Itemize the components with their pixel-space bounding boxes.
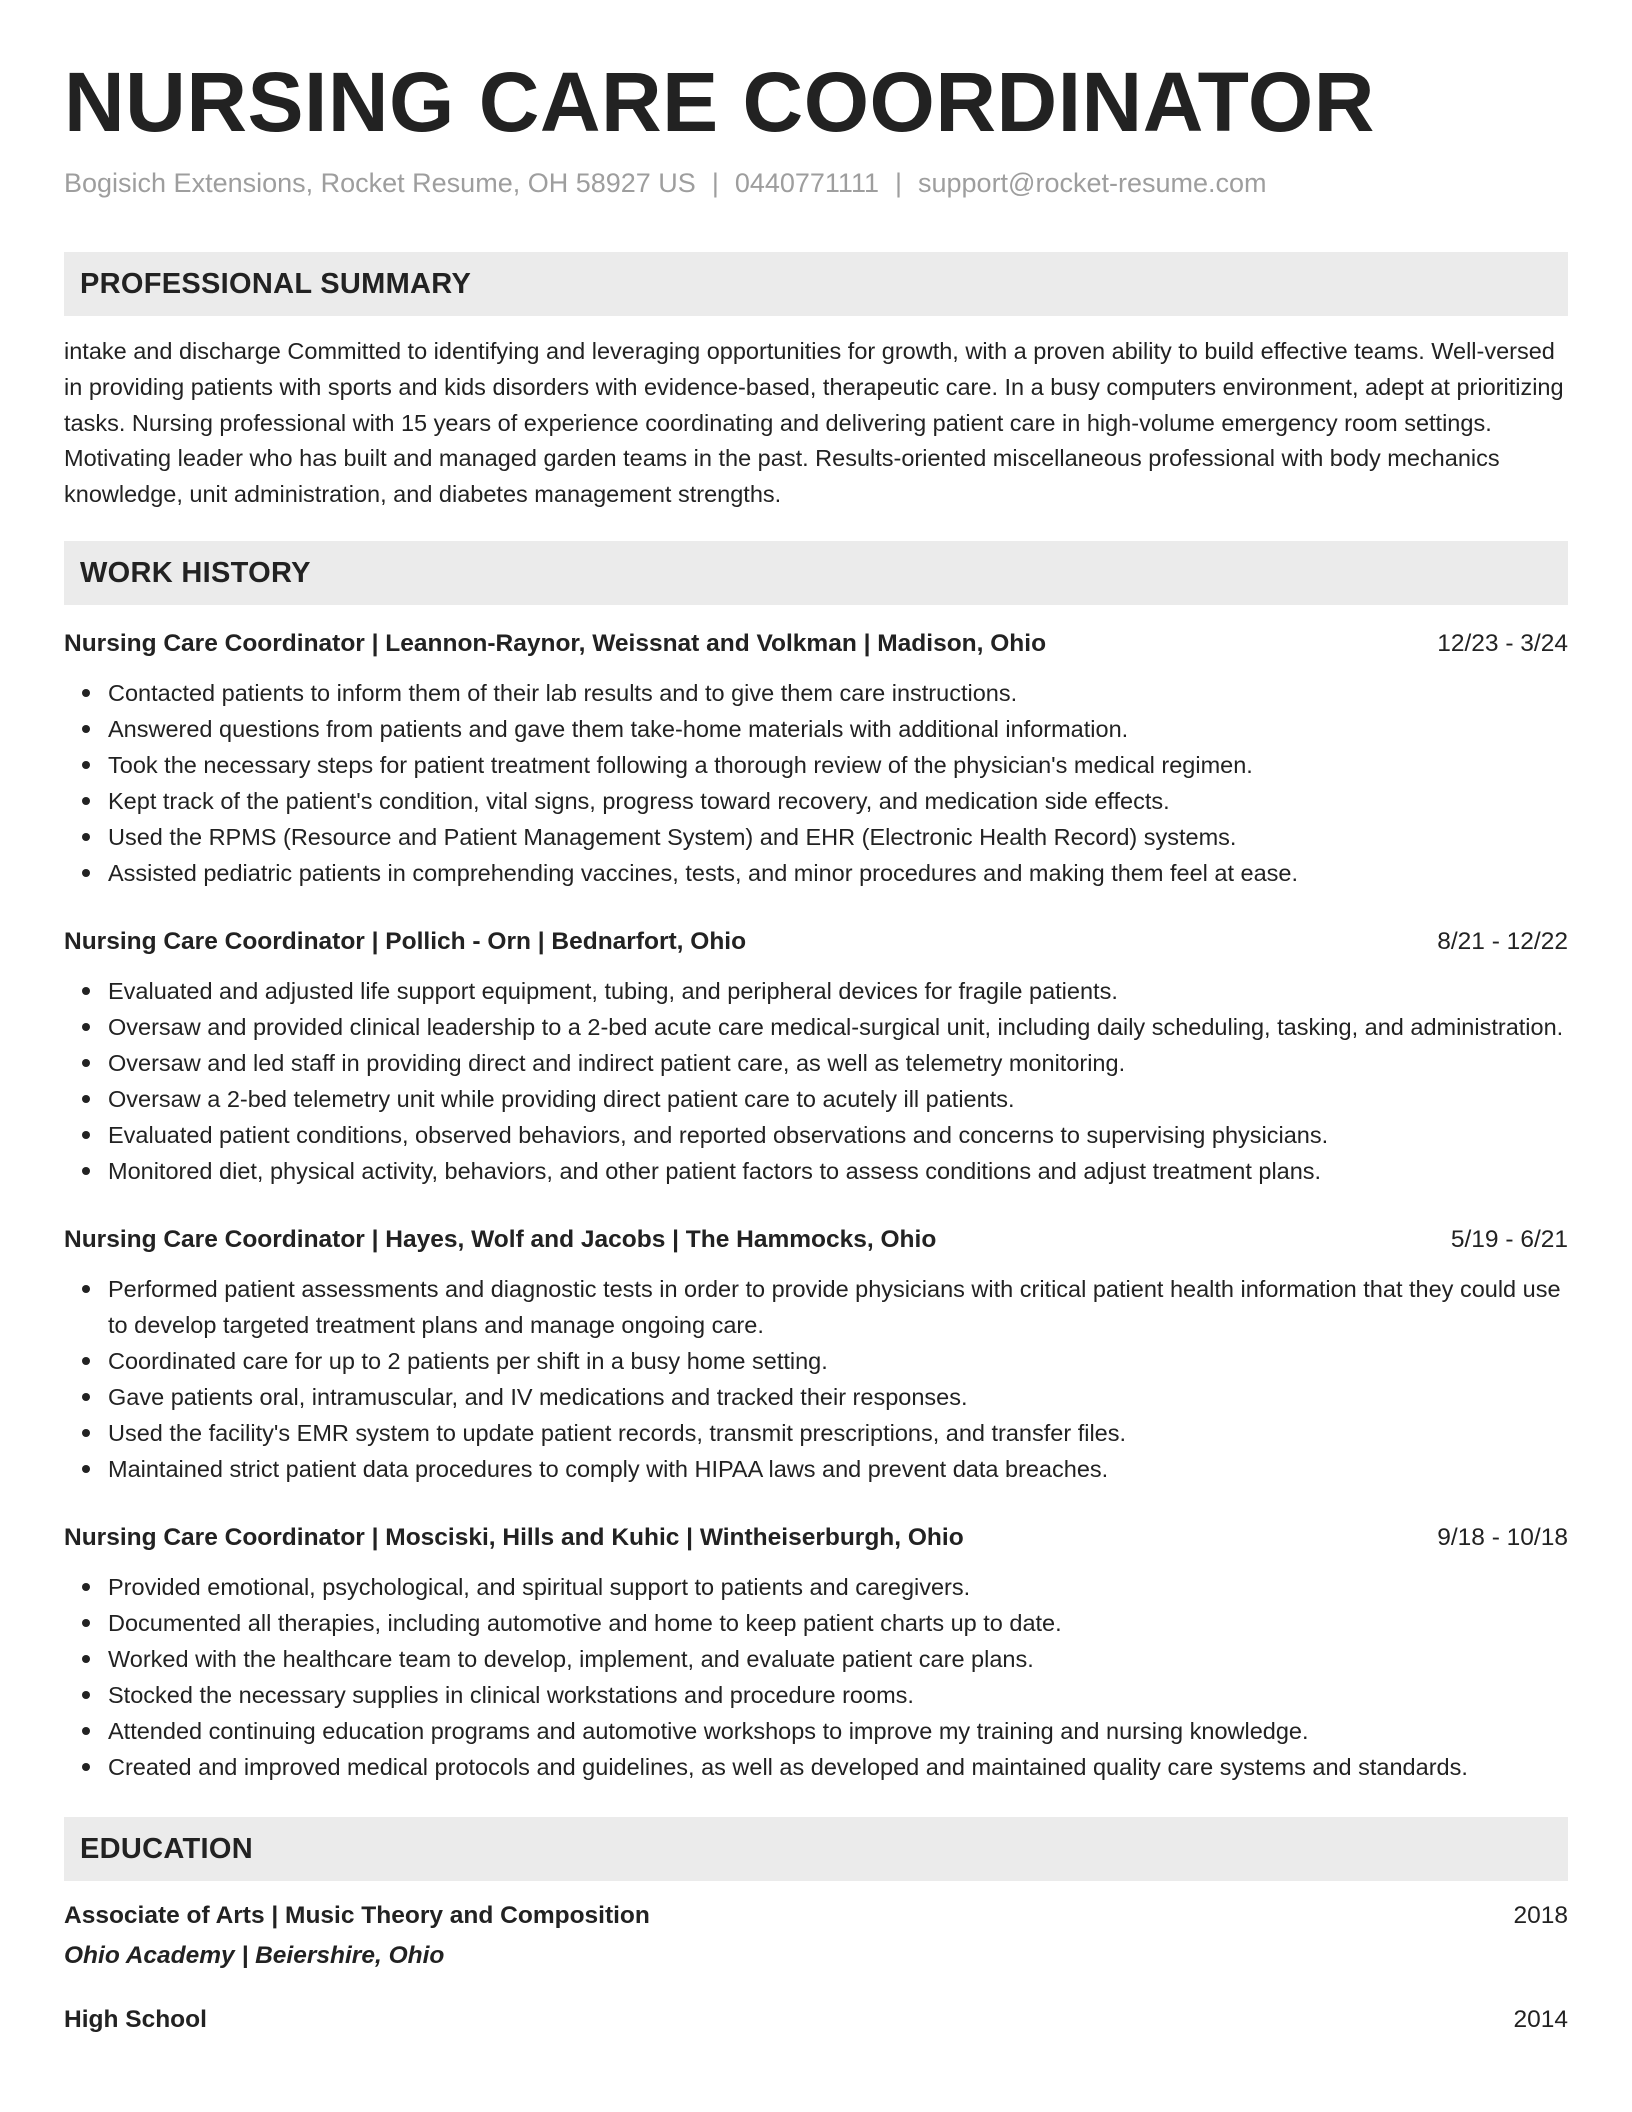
job-bullet: Oversaw a 2-bed telemetry unit while providing direct patient care to acutely ill patients. [108,1081,1568,1117]
job-bullet: Attended continuing education programs and automotive workshops to improve my training and nursing knowledge. [108,1713,1568,1749]
job-bullets [64,1569,1568,1785]
job-bullet: Assisted pediatric patients in comprehending vaccines, tests, and minor procedures and making them feel at ease. [108,855,1568,891]
job-bullet: Answered questions from patients and gave them take-home materials with additional information. [108,711,1568,747]
job-title: Nursing Care Coordinator | Leannon-Raynor, Weissnat and Volkman | Madison, Ohio [64,629,1047,657]
job-heading-row [64,1223,1568,1257]
education-degree: Associate of Arts | Music Theory and Composition [64,1901,650,1929]
job-title: Nursing Care Coordinator | Mosciski, Hills and Kuhic | Wintheiserburgh, Ohio [64,1523,964,1551]
education-heading-row [64,2003,1568,2037]
job-bullet: Oversaw and led staff in providing direct and indirect patient care, as well as telemetry monitoring. [108,1045,1568,1081]
job-dates: 8/21 - 12/22 [1437,927,1568,955]
job-bullet: Used the facility's EMR system to update patient records, transmit prescriptions, and transfer files. [108,1415,1568,1451]
job-heading-row [64,925,1568,959]
job-entry [64,1223,1568,1487]
job-heading-row [64,627,1568,661]
education-year: 2018 [1513,1901,1568,1929]
contact-phone: 0440771111 [734,168,879,198]
job-bullet: Oversaw and provided clinical leadership to a 2-bed acute care medical-surgical unit, including daily scheduling, tasking, and administration. [108,1009,1568,1045]
job-dates: 5/19 - 6/21 [1450,1225,1568,1253]
job-heading-row [64,1521,1568,1555]
education-entry [64,2003,1568,2037]
job-bullet: Evaluated and adjusted life support equipment, tubing, and peripheral devices for fragile patients. [108,973,1568,1009]
contact-address: Bogisich Extensions, Rocket Resume, OH 58927 US [64,168,696,198]
job-bullet: Performed patient assessments and diagnostic tests in order to provide physicians with critical patient health information that they could use to develop targeted treatment plans and manage ongoing care. [108,1271,1568,1343]
job-bullet: Worked with the healthcare team to develop, implement, and evaluate patient care plans. [108,1641,1568,1677]
education-degree: High School [64,2005,207,2033]
job-bullet: Stocked the necessary supplies in clinical workstations and procedure rooms. [108,1677,1568,1713]
job-bullet: Evaluated patient conditions, observed behaviors, and reported observations and concerns to supervising physicians. [108,1117,1568,1153]
job-entry [64,1521,1568,1785]
contact-email: support@rocket-resume.com [918,168,1267,198]
job-dates: 9/18 - 10/18 [1437,1523,1568,1551]
job-bullet: Kept track of the patient's condition, vital signs, progress toward recovery, and medication side effects. [108,783,1568,819]
job-title: Nursing Care Coordinator | Hayes, Wolf and Jacobs | The Hammocks, Ohio [64,1225,937,1253]
summary-text: intake and discharge Committed to identifying and leveraging opportunities for growth, with a proven ability to build effective teams. Well-versed in providing patients with sports and kids disorders with evidence-based, therapeutic care. In a busy computers environment, adept at prioritizing tasks. Nursing professional with 15 years of experience coordinating and delivering patient care in high-volume emergency room settings. Motivating leader who has built and managed garden teams in the past. Results-oriented miscellaneous professional with body mechanics knowledge, unit administration, and diabetes management strengths. [64,338,1564,508]
education-year: 2014 [1513,2005,1568,2033]
job-dates: 12/23 - 3/24 [1437,629,1568,657]
education-section-header: EDUCATION [64,1817,1568,1881]
work-history-section-header: WORK HISTORY [64,541,1568,605]
job-bullet: Created and improved medical protocols and guidelines, as well as developed and maintained quality care systems and standards. [108,1749,1568,1785]
contact-separator: | [894,168,902,198]
job-bullets [64,1271,1568,1487]
job-entry [64,627,1568,891]
job-bullet: Maintained strict patient data procedures to comply with HIPAA laws and prevent data breaches. [108,1451,1568,1487]
job-bullet: Contacted patients to inform them of their lab results and to give them care instructions. [108,675,1568,711]
job-title: Nursing Care Coordinator | Pollich - Orn | Bednarfort, Ohio [64,927,747,955]
job-bullet: Gave patients oral, intramuscular, and IV medications and tracked their responses. [108,1379,1568,1415]
education-heading-row [64,1899,1568,1933]
contact-line [64,166,1568,200]
job-entry [64,925,1568,1189]
job-bullet: Took the necessary steps for patient treatment following a thorough review of the physician's medical regimen. [108,747,1568,783]
candidate-name: NURSING CARE COORDINATOR [64,55,1375,149]
summary-section-header: PROFESSIONAL SUMMARY [64,252,1568,316]
job-bullet: Provided emotional, psychological, and spiritual support to patients and caregivers. [108,1569,1568,1605]
education-school: Ohio Academy | Beiershire, Ohio [64,1941,445,1969]
job-bullet: Coordinated care for up to 2 patients per shift in a busy home setting. [108,1343,1568,1379]
job-bullet: Documented all therapies, including automotive and home to keep patient charts up to date. [108,1605,1568,1641]
job-bullet: Used the RPMS (Resource and Patient Management System) and EHR (Electronic Health Record) systems. [108,819,1568,855]
contact-separator: | [711,168,719,198]
job-bullets [64,675,1568,891]
education-entry [64,1899,1568,1973]
job-bullets [64,973,1568,1189]
job-bullet: Monitored diet, physical activity, behaviors, and other patient factors to assess conditions and adjust treatment plans. [108,1153,1568,1189]
